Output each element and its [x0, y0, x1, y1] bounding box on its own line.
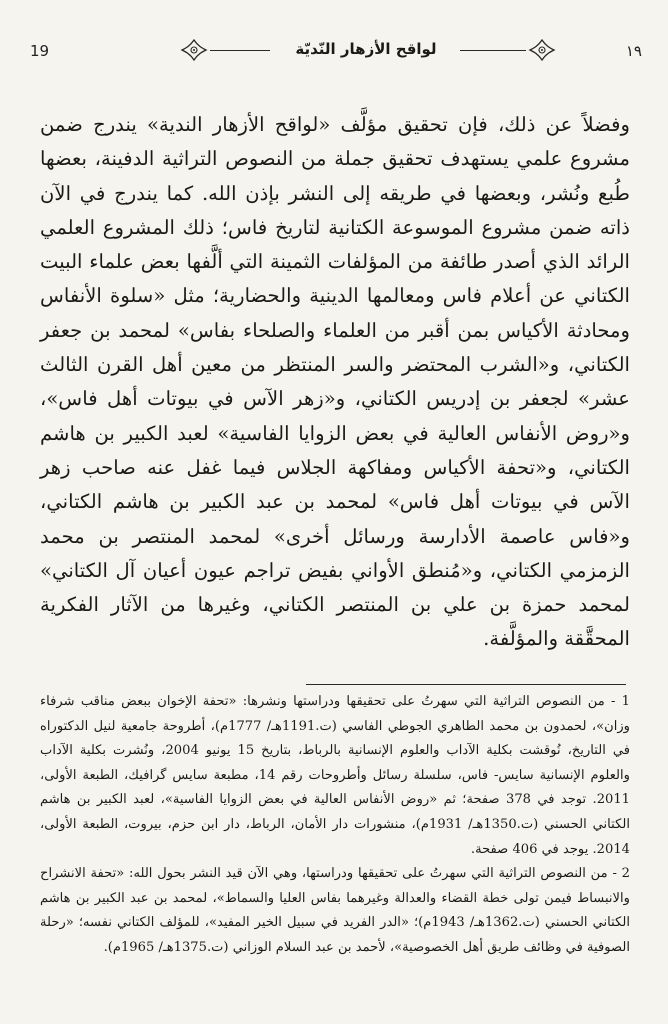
header-rule-right [460, 50, 526, 51]
running-title: لواقح الأزهار النّديّة [295, 40, 437, 58]
main-body [40, 108, 630, 657]
footnote-2 [40, 862, 630, 960]
page-number-left: 19 [30, 42, 50, 60]
footnotes-section [40, 690, 630, 961]
footnote-1-text: من النصوص التراثية التي سهرتُ على تحقيقها ودراستها ونشرها: «تحفة الإخوان ببعض مناقب شرفاء وزان»، لحمدون بن محمد الطاهري الجوطي الفاسي (ت.1191هـ/ 1777م)، أطروحة جامعية لنيل الدكتوراه في التاريخ، نُوقشت بكلية الآداب والعلوم الإنسانية بالرباط، بتاريخ 15 يونيو 2004، ونُشرت بكلية الآداب والعلوم الإنسانية سايس- فاس، سلسلة رسائل وأطروحات رقم 14، مطبعة سايس گرافيك، الطبعة الأولى، 2011. توجد في 378 صفحة؛ ثم «روض الأنفاس العالية في بعض الزوايا الفاسية»، لعبد الكبير بن هاشم الكتاني الحسني (ت.1350هـ/ 1931م)، منشورات دار الأمان، الرباط، دار ابن حزم، بيروت، الطبعة الأولى، 2014. يوجد في 406 صفحة. [40, 694, 631, 857]
ornament-right-icon [528, 38, 556, 62]
footnote-divider [306, 684, 626, 685]
page-number-right: ١٩ [625, 42, 642, 60]
body-paragraph: وفضلاً عن ذلك، فإن تحقيق مؤلَّف «لواقح الأزهار الندية» يندرج ضمن مشروع علمي يستهدف تحقيق جملة من النصوص التراثية الدفينة، بعضها طُبع ونُشر، وبعضها في طريقه إلى النشر بإذن الله. كما يندرج في الآن ذاته ضمن مشروع الموسوعة الكتانية لتاريخ فاس؛ ذلك المشروع العلمي الرائد الذي أصدر طائفة من المؤلفات الثمينة التي ألَّفها بعض علماء البيت الكتاني عن أعلام فاس ومعالمها الدينية والحضارية؛ مثل «سلوة الأنفاس ومحادثة الأكياس بمن أقبر من العلماء والصلحاء بفاس» لمحمد بن جعفر الكتاني، و«الشرب المحتضر والسر المنتظر من معين أهل القرن الثالث عشر» لجعفر بن إدريس الكتاني، و«زهر الآس في بيوتات أهل فاس»، و«روض الأنفاس العالية في بعض الزوايا الفاسية» لعبد الكبير بن هاشم الكتاني، و«تحفة الأكياس ومفاكهة الجلاس فيما غفل عنه صاحب زهر الآس في بيوتات أهل فاس» لمحمد بن عبد الكبير بن هاشم الكتاني، و«فاس عاصمة الأدارسة ورسائل أخرى» لمحمد المنتصر بن محمد الزمزمي الكتاني، و«مُنطق الأواني بفيض تراجم عيون أعيان آل الكتاني» لمحمد حمزة بن علي بن المنتصر الكتاني، وغيرها من الآثار الفكرية المحقَّقة والمؤلَّفة. [40, 113, 630, 651]
footnote-2-text: من النصوص التراثية التي سهرتُ على تحقيقها ودراستها، وهي الآن قيد النشر بحول الله: «تحفة الانشراح والانبساط فيمن تولى خطة القضاء والعدالة وغيرهما بفاس العليا والسماط»، لمحمد بن عبد الكبير بن هاشم الكتاني الحسني (ت.1362هـ/ 1943م)؛ «الدر الفريد في سبيل الخير المفيد»، للمؤلف الكتاني نفسه؛ «رحلة الصوفية في وظائف طريق أهل الخصوصية»، لأحمد بن عبد السلام الوزاني (ت.1375هـ/ 1965م). [40, 866, 630, 955]
page-header [30, 32, 642, 72]
footnote-1-marker: 1 - [604, 694, 631, 709]
footnote-2-marker: 2 - [607, 866, 630, 882]
ornament-left-icon [180, 38, 208, 62]
header-rule-left [210, 50, 270, 51]
footnote-1 [40, 690, 630, 862]
